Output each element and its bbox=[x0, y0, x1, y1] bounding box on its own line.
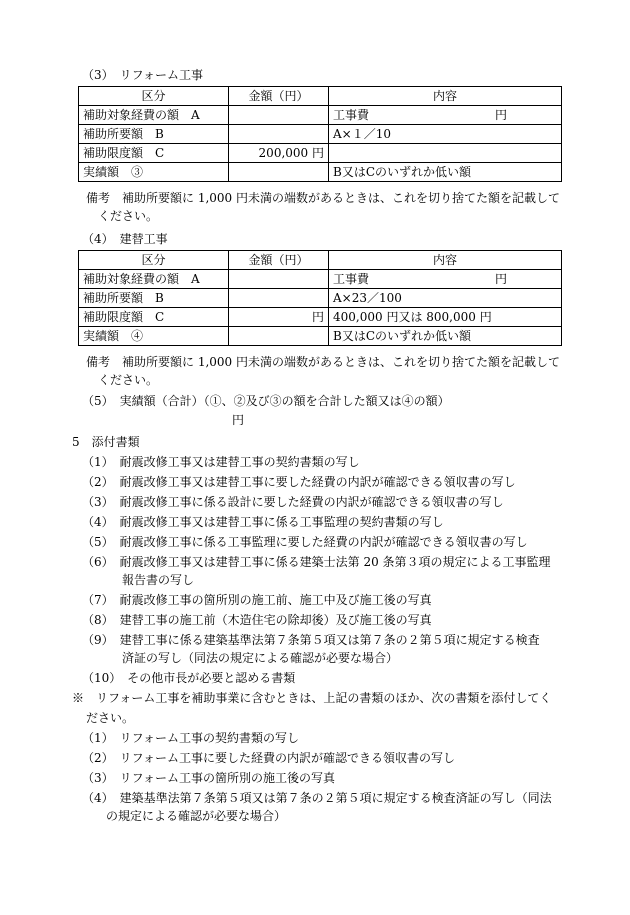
cell-kubun: 補助対象経費の額 A bbox=[79, 106, 229, 125]
reform-note-line2: ください。 bbox=[98, 209, 159, 223]
list-item: （4） 耐震改修工事又は建替工事に係る工事監理の契約書類の写し bbox=[82, 515, 444, 529]
section-rebuild-title: （4） 建替工事 bbox=[82, 232, 168, 246]
cell-kingaku bbox=[229, 163, 329, 182]
rebuild-note-line2: ください。 bbox=[98, 373, 159, 387]
reform-attachments-lead-line2: ださい。 bbox=[86, 711, 135, 725]
cell-kingaku bbox=[229, 270, 329, 289]
table-header-row bbox=[79, 87, 562, 106]
naiyo-text: 工事費 bbox=[333, 108, 370, 122]
naiyo-unit: 円 bbox=[495, 272, 508, 286]
cell-kubun: 補助対象経費の額 A bbox=[79, 270, 229, 289]
header-kingaku: 金額（円） bbox=[229, 251, 329, 270]
table-row bbox=[79, 270, 562, 289]
table-row bbox=[79, 144, 562, 163]
cell-kingaku: 200,000 円 bbox=[229, 144, 329, 163]
cell-naiyo: B又はCのいずれか低い額 bbox=[329, 327, 562, 346]
naiyo-text: 工事費 bbox=[333, 272, 370, 286]
cell-naiyo bbox=[329, 106, 562, 125]
list-item-continuation: 済証の写し（同法の規定による確認が必要な場合） bbox=[122, 651, 399, 665]
list-item: （9） 建替工事に係る建築基準法第７条第５項又は第７条の２第５項に規定する検査 bbox=[82, 633, 540, 647]
cell-kubun: 実績額 ④ bbox=[79, 327, 229, 346]
cell-kubun: 補助所要額 B bbox=[79, 125, 229, 144]
cell-kingaku: 円 bbox=[229, 308, 329, 327]
cell-kingaku bbox=[229, 327, 329, 346]
rebuild-note-line1: 備考 補助所要額に 1,000 円未満の端数があるときは、これを切り捨てた額を記載して bbox=[86, 355, 560, 369]
cell-kubun: 実績額 ③ bbox=[79, 163, 229, 182]
table-row bbox=[79, 125, 562, 144]
table-header-row bbox=[79, 251, 562, 270]
cell-naiyo: A×１／10 bbox=[329, 125, 562, 144]
attachments-heading: 5 添付書類 bbox=[72, 435, 140, 449]
reform-note-line1: 備考 補助所要額に 1,000 円未満の端数があるときは、これを切り捨てた額を記載して bbox=[86, 191, 560, 205]
naiyo-unit: 円 bbox=[495, 108, 508, 122]
table-row bbox=[79, 289, 562, 308]
section-reform-title: （3） リフォーム工事 bbox=[82, 68, 204, 82]
list-item: （1） 耐震改修工事又は建替工事の契約書類の写し bbox=[82, 455, 360, 469]
cell-naiyo: 400,000 円又は 800,000 円 bbox=[329, 308, 562, 327]
cell-kingaku bbox=[229, 289, 329, 308]
header-kubun: 区分 bbox=[79, 87, 229, 106]
list-item: （2） 耐震改修工事又は建替工事に要した経費の内訳が確認できる領収書の写し bbox=[82, 475, 516, 489]
list-item: （1） リフォーム工事の契約書類の写し bbox=[82, 731, 300, 745]
cell-kingaku bbox=[229, 106, 329, 125]
cell-naiyo bbox=[329, 270, 562, 289]
table-row bbox=[79, 163, 562, 182]
cell-naiyo bbox=[329, 144, 562, 163]
cell-naiyo: A×23／100 bbox=[329, 289, 562, 308]
table-row bbox=[79, 106, 562, 125]
section-total-unit: 円 bbox=[232, 413, 245, 427]
section-total-title: （5） 実績額（合計）（①、②及び③の額を合計した額又は④の額） bbox=[82, 394, 450, 408]
list-item-continuation: 報告書の写し bbox=[122, 573, 195, 587]
cell-kubun: 補助限度額 C bbox=[79, 144, 229, 163]
list-item: （3） リフォーム工事の箇所別の施工後の写真 bbox=[82, 771, 336, 785]
header-kingaku: 金額（円） bbox=[229, 87, 329, 106]
cell-kingaku bbox=[229, 125, 329, 144]
cell-naiyo: B又はCのいずれか低い額 bbox=[329, 163, 562, 182]
reform-attachments-lead-line1: ※ リフォーム工事を補助事業に含むときは、上記の書類のほか、次の書類を添付してく bbox=[72, 691, 552, 705]
reform-table bbox=[78, 86, 562, 182]
table-row bbox=[79, 308, 562, 327]
header-naiyo: 内容 bbox=[329, 87, 562, 106]
list-item-continuation: の規定による確認が必要な場合） bbox=[106, 809, 287, 823]
list-item: （8） 建替工事の施工前（木造住宅の除却後）及び施工後の写真 bbox=[82, 613, 432, 627]
cell-kubun: 補助所要額 B bbox=[79, 289, 229, 308]
list-item: （4） 建築基準法第７条第５項又は第７条の２第５項に規定する検査済証の写し（同法 bbox=[82, 791, 552, 805]
header-naiyo: 内容 bbox=[329, 251, 562, 270]
table-row bbox=[79, 327, 562, 346]
list-item: （6） 耐震改修工事又は建替工事に係る建築士法第 20 条第３項の規定による工事監理 bbox=[82, 555, 551, 569]
cell-kubun: 補助限度額 C bbox=[79, 308, 229, 327]
rebuild-table bbox=[78, 250, 562, 346]
list-item: （7） 耐震改修工事の箇所別の施工前、施工中及び施工後の写真 bbox=[82, 593, 432, 607]
list-item: （10） その他市長が必要と認める書類 bbox=[82, 671, 296, 685]
list-item: （5） 耐震改修工事に係る工事監理に要した経費の内訳が確認できる領収書の写し bbox=[82, 535, 528, 549]
list-item: （2） リフォーム工事に要した経費の内訳が確認できる領収書の写し bbox=[82, 751, 456, 765]
header-kubun: 区分 bbox=[79, 251, 229, 270]
list-item: （3） 耐震改修工事に係る設計に要した経費の内訳が確認できる領収書の写し bbox=[82, 495, 504, 509]
